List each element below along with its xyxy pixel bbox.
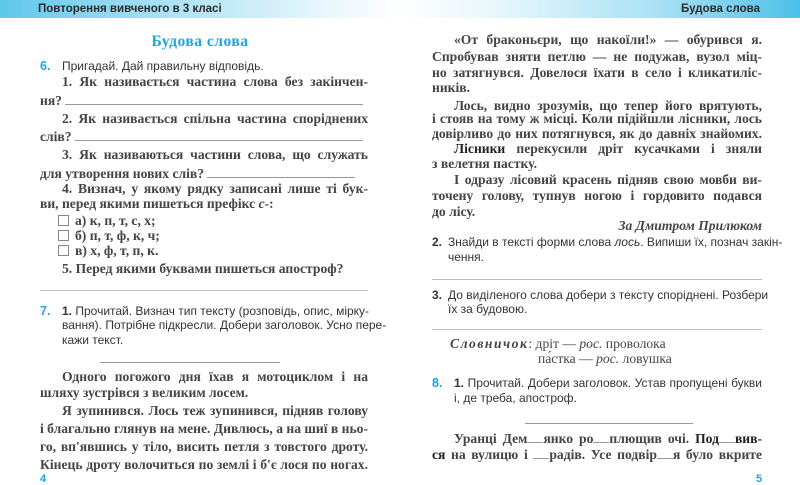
answer-line[interactable] (65, 93, 363, 105)
t: Под (695, 431, 719, 446)
option-label: а) к, п, т, с, х; (75, 213, 156, 228)
glossary-label: Словничок (450, 336, 529, 351)
q2-end: слів? (40, 129, 72, 144)
instr-text: Прочитай. Визнач тип тексту (розповідь, опис, мірку- (75, 304, 370, 318)
g: дріт — (535, 336, 580, 351)
prefix: с- (258, 196, 270, 211)
q4-text: ви, перед якими пишеться префікс (40, 196, 256, 211)
checkbox[interactable] (58, 245, 69, 256)
abbr: рос. (579, 336, 603, 351)
title-line[interactable] (100, 362, 280, 363)
task2-line2: чення. (448, 250, 485, 264)
answer-line[interactable] (432, 329, 762, 330)
text-line: шляху зустрівся з великим лосем. (40, 385, 249, 400)
text-line: точену голову, тупнув ногою і гордовито подався (432, 188, 762, 203)
t: Уранці Дем (454, 431, 528, 446)
running-header-left: Повторення вивченого в 3 класі (0, 0, 400, 18)
gap[interactable] (533, 447, 549, 459)
task-number: 2. (432, 235, 443, 249)
t: Знайди в тексті форми слова (448, 235, 612, 249)
gap[interactable] (657, 447, 673, 459)
sub-number: 1. (62, 304, 73, 318)
running-header-right: Будова слова (400, 0, 800, 18)
text-line: Лось, видно зрозумів, що тепер його врятують, (454, 98, 762, 113)
instr-text: Пригадай. Дай правильну відповідь. (62, 59, 264, 73)
q4-line-2 (40, 195, 368, 213)
glossary-2 (538, 350, 800, 368)
q4-line: 4. Визнач, у якому рядку записані лише ті бук- (62, 181, 368, 196)
t: плющив очі. (609, 431, 690, 446)
colon: : (269, 196, 274, 211)
page-number: 4 (40, 473, 47, 485)
text-line: Я зупинився. Лось теж зупинився, підняв голову (62, 403, 368, 418)
t: радів. Усе подвір (549, 447, 657, 462)
text-line: но затягнувся. Довелося їхати в село і кликатиліс- (432, 65, 762, 80)
highlighted-word: Лісники (454, 141, 506, 156)
q2-line: 2. Як називається спільна частина споріднених (62, 111, 368, 126)
text-line: го, вп'явшись у тіло, висить петля з товстого дроту. (40, 439, 368, 454)
q1-line: 1. Як називається частина слова без закінчен- (62, 74, 368, 89)
text-line (432, 446, 762, 464)
word: лось (614, 235, 641, 249)
q3-end: для утворення нових слів? (40, 166, 205, 181)
gap[interactable] (527, 431, 543, 443)
abbr: рос. (596, 351, 620, 366)
text-line: до лісу. (432, 204, 476, 219)
option-label: в) х, ф, т, п, к. (75, 243, 159, 258)
text-line: «От браконьєри, що накоїли!» — обурився я. (454, 32, 762, 47)
q1-end: ня? (40, 93, 62, 108)
text-line: і благально глянув на мене. Дивлюсь, а на шиї в ньо- (40, 421, 368, 436)
t: Прочитай. Добери заголовок. Устав пропущені букви (467, 376, 763, 390)
t: ся (432, 447, 446, 462)
task-number: 3. (432, 288, 443, 302)
gap[interactable] (719, 431, 735, 443)
t: вив- (734, 431, 762, 446)
sub-number: 1. (454, 376, 465, 390)
ex8-number: 8. (432, 376, 443, 390)
checkbox[interactable] (58, 230, 69, 241)
ex7-instruction-3: кажи текст. (62, 333, 124, 347)
q1-answer[interactable] (40, 92, 368, 110)
g: проволока (602, 336, 666, 351)
q5-line: 5. Перед якими буквами пишеться апостроф? (62, 261, 344, 276)
t: янко ро (543, 431, 594, 446)
text-line: Одного погожого дня їхав я мотоциклом і на (62, 369, 368, 384)
answer-line[interactable] (75, 129, 363, 141)
text-line: Кінець дроту волочиться по землі і б'є лося по ногах. (40, 457, 368, 472)
ex6-number: 6. (40, 59, 51, 73)
checkbox[interactable] (58, 215, 69, 226)
task3-line2: їх за будовою. (448, 302, 528, 316)
g: па́стка — (538, 351, 597, 366)
t: на вулицю і (451, 447, 528, 462)
text-line: довірливо до них потягнувся, як до давніх знайомих. (432, 126, 762, 141)
option-label: б) п, т, ф, к, ч; (75, 228, 160, 243)
t: я було вкрите (672, 447, 762, 462)
q2-answer[interactable] (40, 128, 368, 146)
t: До виділеного слова добери з тексту споріднені. Розбери (448, 288, 769, 302)
page-number: 5 (756, 473, 763, 485)
gap[interactable] (593, 431, 609, 443)
text-line: І одразу лісовий красень підняв свою мовби ви- (454, 172, 762, 187)
text-line: з велетня пастку. (432, 156, 537, 171)
text-line: Спробував зняти петлю — не подужав, вузол міц- (432, 49, 762, 64)
g: ловушка (619, 351, 672, 366)
option-c[interactable] (58, 242, 386, 260)
t: . Випиши їх, познач закін- (640, 235, 783, 249)
ex8-instruction-2: і, де треба, апостроф. (454, 391, 577, 405)
ex7-instruction-2: вання). Потрібне підкресли. Добери заголовок. Усно пере- (62, 318, 387, 332)
glossary: Словничок: дріт — рос. проволока (450, 336, 666, 351)
section-title: Будова слова (151, 33, 249, 50)
author-name: За Дмитром Прилюком (618, 218, 762, 233)
answer-line[interactable] (40, 290, 368, 291)
answer-line[interactable] (207, 166, 355, 178)
answer-line[interactable] (432, 279, 762, 280)
text-line: і стояв на тому ж місці. Коли підійшли лісники, лось (432, 111, 762, 126)
q3-line: 3. Як називаються частини слова, що служать (62, 147, 368, 162)
text: перекусили дріт кусачками і зняли (516, 141, 763, 156)
text-line: ників. (432, 80, 471, 95)
title-line[interactable] (525, 423, 693, 424)
ex7-number: 7. (40, 304, 51, 318)
